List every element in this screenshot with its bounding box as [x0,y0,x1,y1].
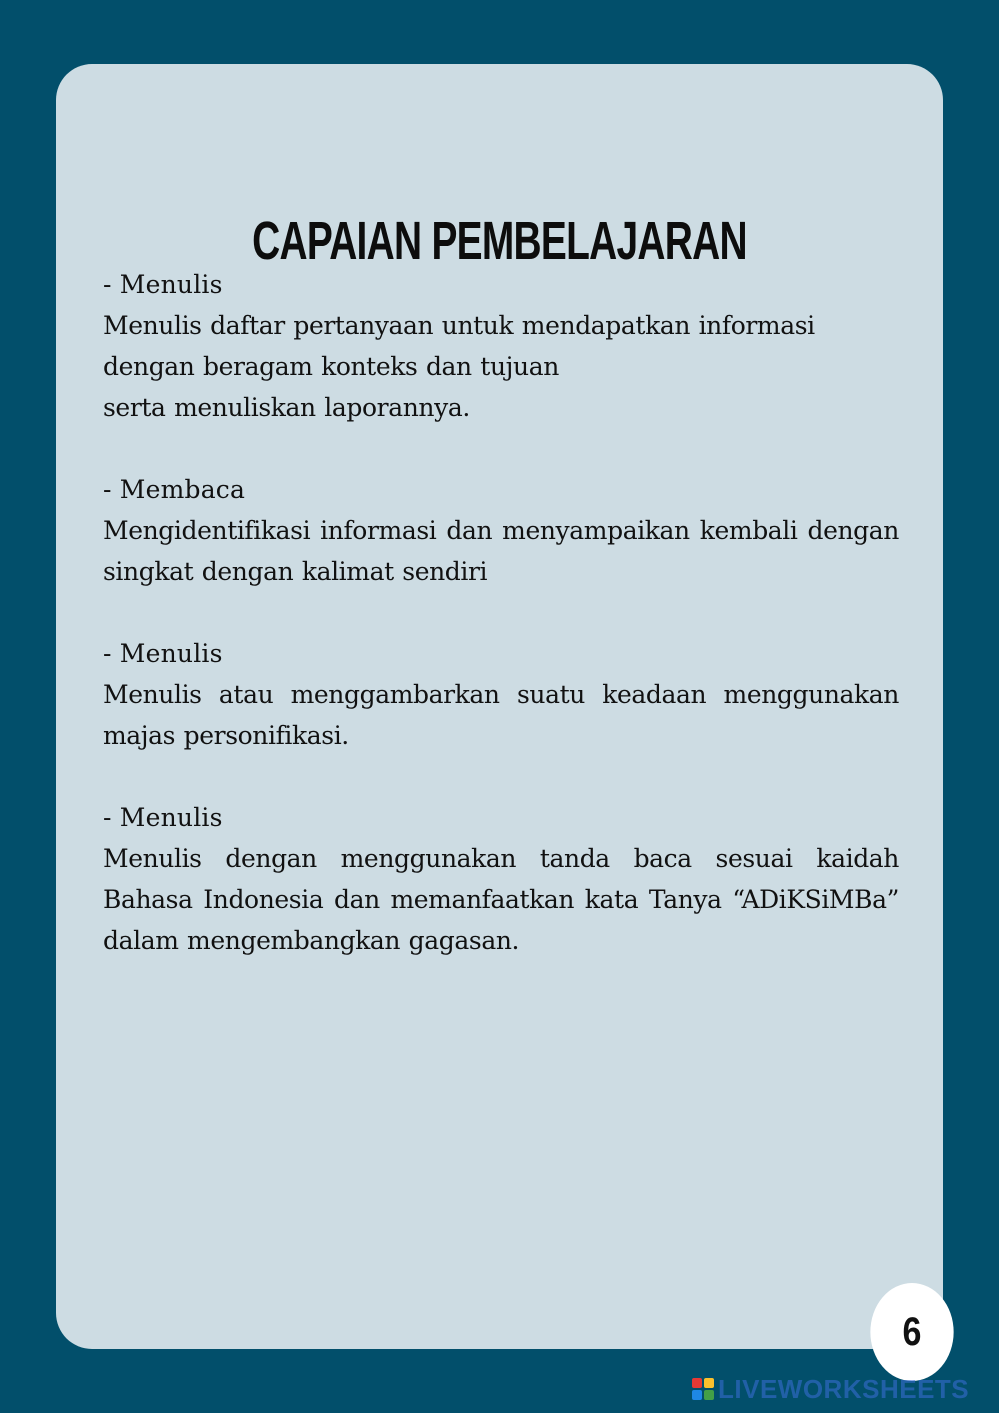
section-heading: - Menulis [103,639,223,668]
section-heading: - Menulis [103,803,223,832]
section-body: Mengidentifikasi informasi dan menyampaikan kembali dengan singkat dengan kalimat sendiri [103,516,899,586]
section-body-continued: serta menuliskan laporannya. [103,393,470,422]
outcome-section-personification [103,633,899,756]
page-title: CAPAIAN PEMBELAJARAN [252,211,747,271]
watermark-text: LIVEWORKSHEETS [718,1373,970,1404]
outcome-section-writing-questions [103,264,899,428]
page-number-badge: 6 [870,1283,953,1381]
content-card [56,64,943,1349]
section-body: Menulis daftar pertanyaan untuk mendapatkan informasi dengan beragam konteks dan tujuan [103,311,815,381]
outcome-section-punctuation [103,797,899,961]
section-body: Menulis atau menggambarkan suatu keadaan menggunakan majas personifikasi. [103,680,899,750]
section-body: Menulis dengan menggunakan tanda baca sesuai kaidah Bahasa Indonesia dan memanfaatkan kata Tanya “ADiKSiMBa” dalam mengembangkan gagasan. [103,844,899,955]
learning-outcomes [103,264,899,1002]
outcome-section-reading [103,469,899,592]
liveworksheets-logo-icon [692,1378,714,1400]
section-heading: - Membaca [103,475,246,504]
liveworksheets-watermark [692,1373,970,1404]
section-heading: - Menulis [103,270,223,299]
